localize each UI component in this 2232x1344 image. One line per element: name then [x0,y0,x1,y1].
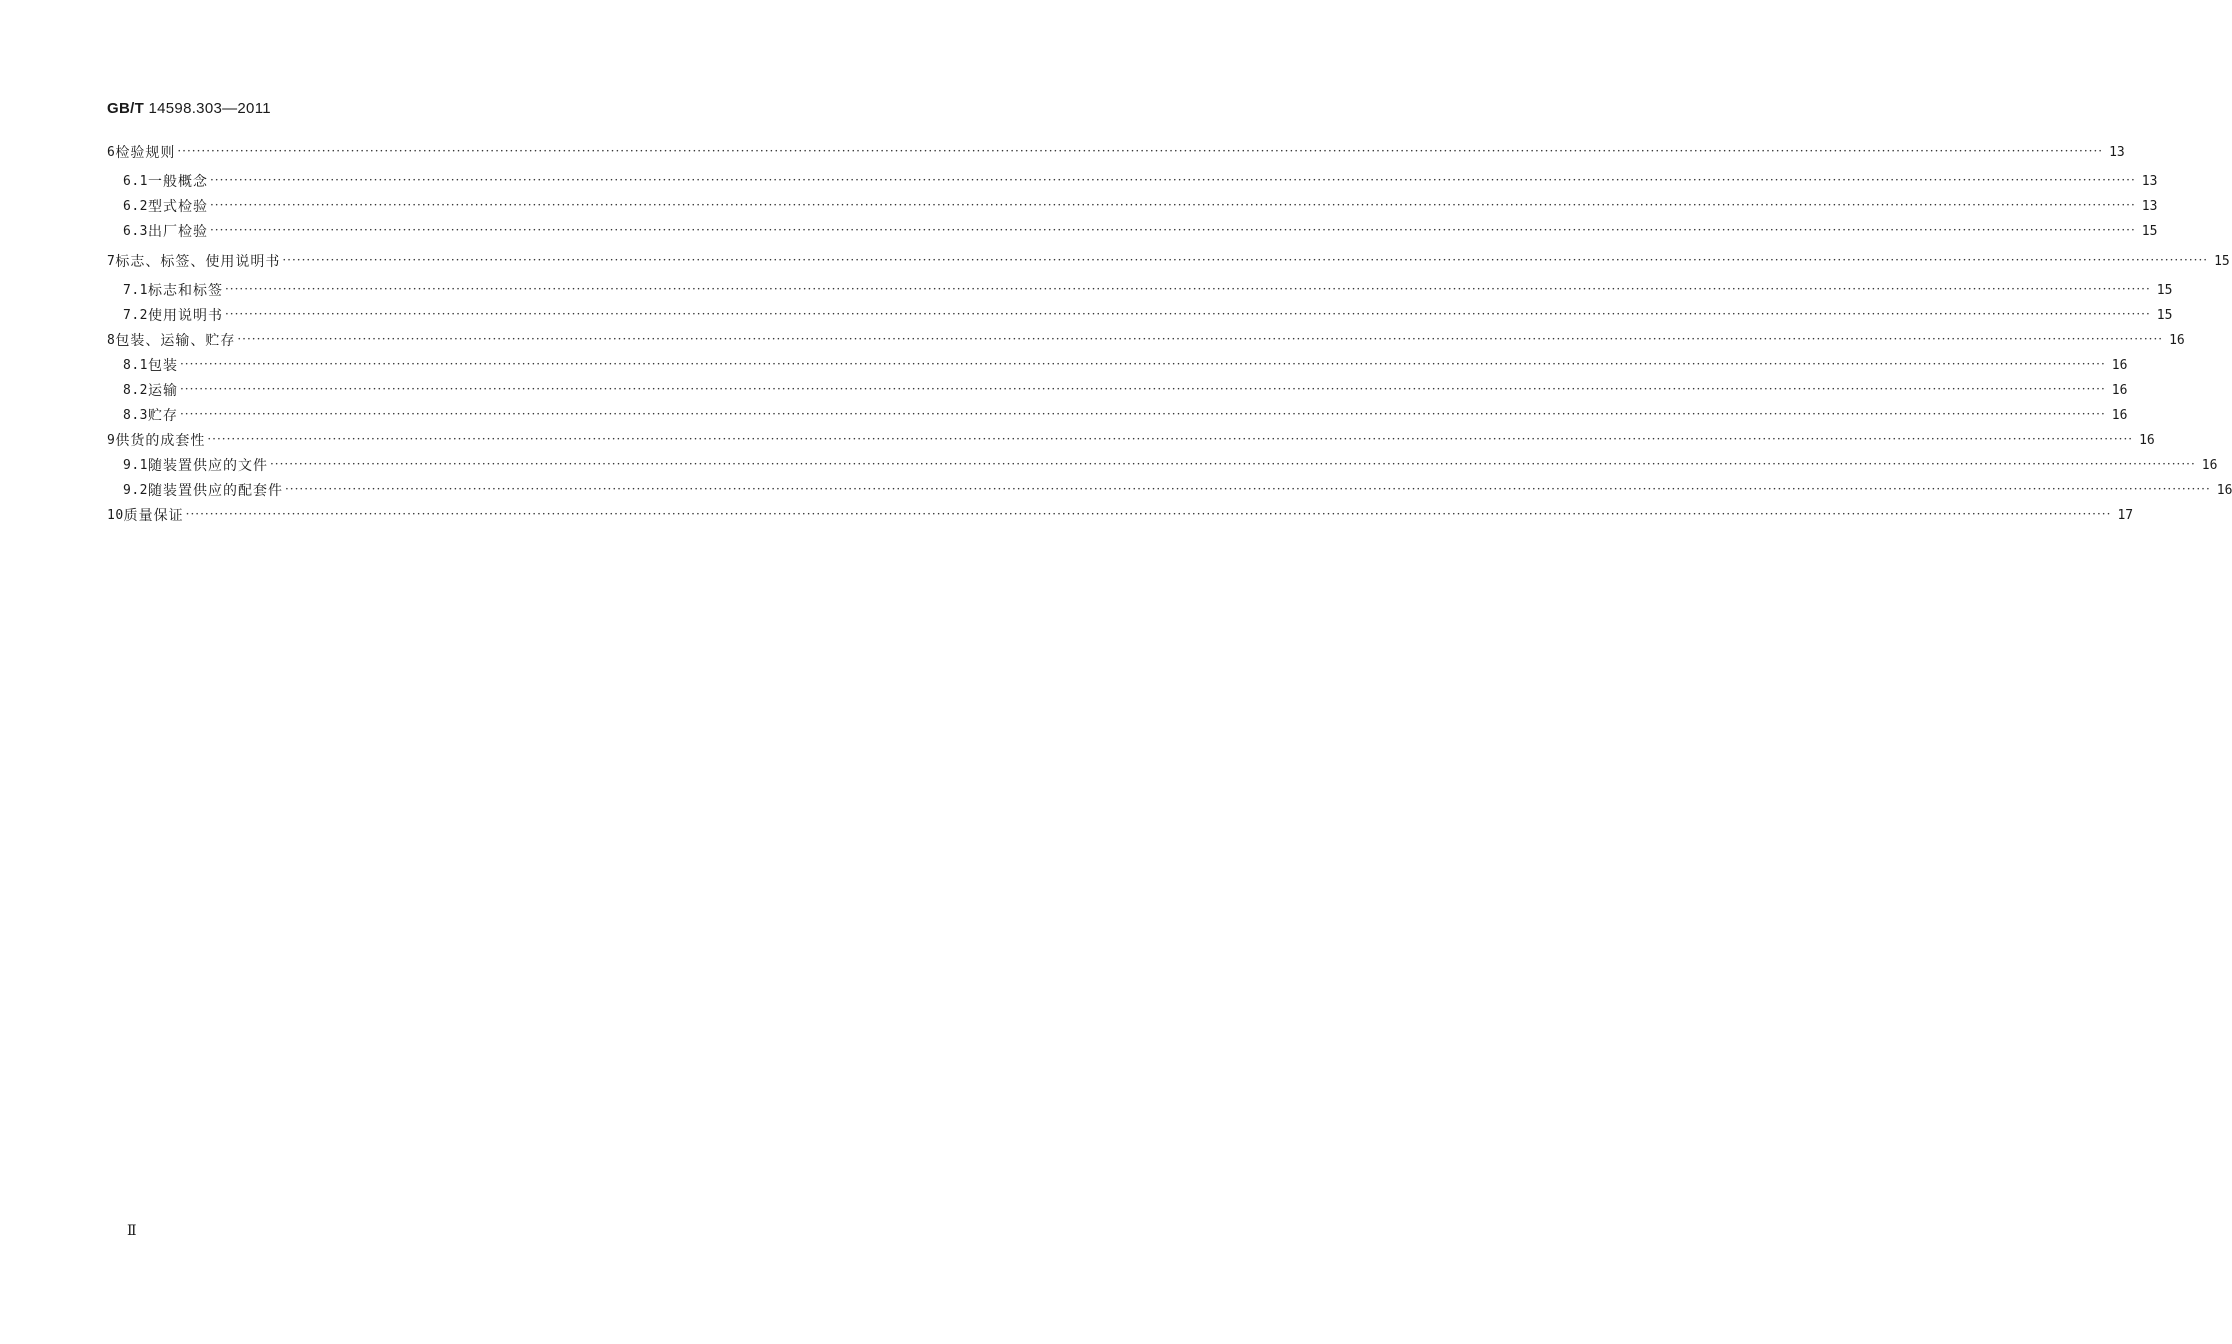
toc-entry-title: 随装置供应的配套件 [147,483,283,499]
toc-entry-page: 16 [2139,433,2155,448]
toc-dot-leader: ················································································································································································································································································································································································································ [209,173,2136,187]
toc-entry-title: 供货的成套性 [115,433,206,449]
toc-entry-title: 随装置供应的文件 [147,458,268,474]
standard-code: GB/T [107,100,145,117]
toc-dot-leader: ················································································································································································································································································································································································································ [207,432,2134,446]
toc-entry[interactable] [107,171,2158,193]
toc-entry-title: 包装、运输、贮存 [115,333,236,349]
toc-entry[interactable] [107,251,2230,273]
toc-entry-page: 15 [2141,224,2158,239]
toc-entry-page: 17 [2117,508,2134,523]
toc-dot-leader: ················································································································································································································································································································································································································ [177,144,2104,158]
toc-entry-title: 一般概念 [147,174,208,190]
toc-dot-leader: ················································································································································································································································································································································································································ [224,282,2151,296]
toc-entry[interactable] [107,430,2155,452]
toc-entry-page: 16 [2111,408,2128,423]
toc-entry-number: 7.2 [123,308,148,323]
toc-entry-page: 15 [2156,308,2173,323]
toc-entry[interactable] [107,355,2128,377]
toc-dot-leader: ················································································································································································································································································································································································································ [284,482,2211,496]
page-number: Ⅱ [127,1223,137,1239]
toc-entry[interactable] [107,380,2128,402]
toc-entry-number: 8.1 [123,358,148,373]
toc-entry-number: 8 [107,333,116,348]
toc-entry[interactable] [107,280,2173,302]
toc-entry-title: 运输 [147,383,178,399]
toc-entry[interactable] [107,480,2232,502]
toc-entry-number: 6 [107,145,116,160]
toc-dot-leader: ················································································································································································································································································································································································································ [185,507,2112,521]
toc-entry[interactable] [107,330,2185,352]
toc-entry-number: 7.1 [123,283,148,298]
standard-number: 14598.303—2011 [148,100,271,117]
toc-entry-title: 贮存 [147,408,178,424]
toc-dot-leader: ················································································································································································································································································································································································································ [179,382,2106,396]
toc-entry[interactable] [107,455,2218,477]
toc-entry-number: 6.3 [123,224,148,239]
toc-entry[interactable] [107,142,2125,164]
toc-entry-page: 16 [2216,483,2232,498]
toc-entry[interactable] [107,505,2134,527]
toc-entry-number: 10 [107,508,124,523]
toc-dot-leader: ················································································································································································································································································································································································································ [237,332,2164,346]
toc-entry[interactable] [107,221,2158,243]
toc-dot-leader: ················································································································································································································································································································································································································ [282,253,2209,267]
toc-dot-leader: ················································································································································································································································································································································································································ [179,357,2106,371]
toc-entry-page: 16 [2111,358,2128,373]
toc-entry-number: 9.1 [123,458,148,473]
toc-entry-title: 包装 [147,358,178,374]
toc-entry-number: 8.2 [123,383,148,398]
toc-entry-page: 15 [2156,283,2173,298]
document-header [107,100,271,117]
toc-entry-title: 检验规则 [115,145,176,161]
toc-dot-leader: ················································································································································································································································································································································································································ [269,457,2196,471]
toc-entry-page: 16 [2201,458,2218,473]
toc-entry-number: 7 [107,254,116,269]
toc-dot-leader: ················································································································································································································································································································································································································ [224,307,2151,321]
toc-entry-number: 6.1 [123,174,148,189]
toc-dot-leader: ················································································································································································································································································································································································································ [209,223,2136,237]
toc-entry-title: 使用说明书 [147,308,223,324]
toc-entry-page: 13 [2141,199,2158,214]
toc-entry[interactable] [107,196,2158,218]
toc-entry-title: 标志和标签 [147,283,223,299]
toc-entry-page: 16 [2169,333,2185,348]
toc-entry-number: 9.2 [123,483,148,498]
toc-entry-number: 6.2 [123,199,148,214]
toc-entry-page: 15 [2214,254,2230,269]
toc-entry-page: 16 [2111,383,2128,398]
toc-entry[interactable] [107,305,2173,327]
toc-entry-title: 标志、标签、使用说明书 [115,254,281,270]
toc-entry[interactable] [107,405,2128,427]
toc-entry-title: 出厂检验 [147,224,208,240]
toc-entry-page: 13 [2141,174,2158,189]
toc-entry-number: 9 [107,433,116,448]
toc-entry-title: 型式检验 [147,199,208,215]
toc-dot-leader: ················································································································································································································································································································································································································ [209,198,2136,212]
toc-entry-title: 质量保证 [123,508,184,524]
toc-dot-leader: ················································································································································································································································································································································································································ [179,407,2106,421]
toc-entry-number: 8.3 [123,408,148,423]
toc-entry-page: 13 [2109,145,2125,160]
